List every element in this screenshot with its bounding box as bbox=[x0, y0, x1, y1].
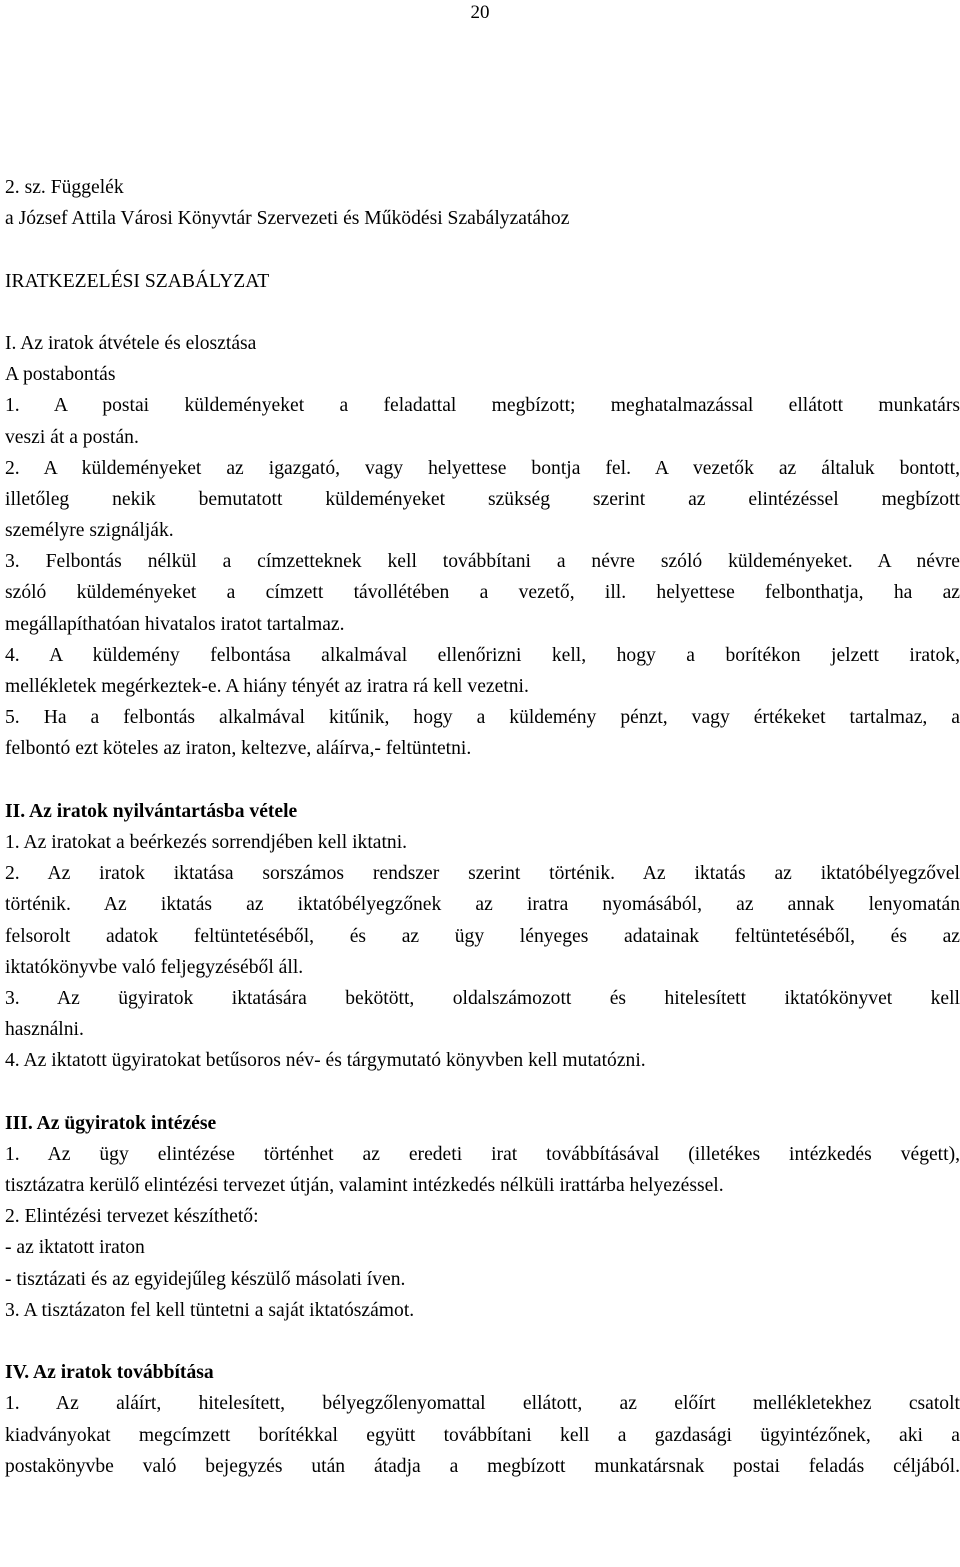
text-line: mellékletek megérkeztek-e. A hiány tényét az iratra rá kell vezetni. bbox=[5, 676, 529, 697]
text-line: - tisztázati és az egyidejűleg készülő másolati íven. bbox=[5, 1268, 406, 1290]
text-line: megállapíthatóan hivatalos iratot tartalmaz. bbox=[5, 613, 345, 635]
section-s2 bbox=[5, 796, 960, 1077]
document-body bbox=[5, 172, 960, 1482]
spacer bbox=[5, 1076, 960, 1107]
spacer bbox=[5, 297, 960, 328]
text-line: felbontó ezt köteles az iraton, keltezve, aláírva,- feltüntetni. bbox=[5, 738, 472, 760]
text-line: 4. A küldemény felbontása alkalmával ellenőrizni kell, hogy a borítékon jelzett iratok, bbox=[5, 644, 960, 666]
text-line: illetőleg nekik bemutatott küldeményeket szükség szerint az elintézéssel megbízott bbox=[5, 488, 960, 510]
text-line: - az iktatott iraton bbox=[5, 1237, 145, 1259]
text-line: 2. Elintézési tervezet készíthető: bbox=[5, 1206, 259, 1228]
text-line: iktatókönyvbe való feljegyzéséből áll. bbox=[5, 956, 304, 978]
text-line: 5. Ha a felbontás alkalmával kitűnik, hogy a küldemény pénzt, vagy értékeket tartalmaz, a bbox=[5, 707, 960, 729]
text-line: 4. Az iktatott ügyiratokat betűsoros név- és tárgymutató könyvben kell mutatózni. bbox=[5, 1050, 646, 1072]
text-line: személyre szignálják. bbox=[5, 520, 174, 542]
text-line: kiadványokat megcímzett borítékkal együtt továbbítani kell a gazdasági ügyintézőnek, aki a bbox=[5, 1424, 960, 1446]
section-heading: III. Az ügyiratok intézése bbox=[5, 1112, 217, 1134]
text-line: 3. A tisztázaton fel kell tüntetni a saját iktatószámot. bbox=[5, 1299, 415, 1321]
text-line: szóló küldeményeket a címzett távollétében a vezető, ill. helyettese felbonthatja, ha az bbox=[5, 582, 960, 604]
text-line: 2. A küldeményeket az igazgató, vagy helyettese bontja fel. A vezetők az általuk bontott, bbox=[5, 457, 960, 479]
section-heading: I. Az iratok átvétele és elosztása bbox=[5, 332, 257, 354]
section-heading: II. Az iratok nyilvántartásba vétele bbox=[5, 800, 298, 822]
text-line: 3. Az ügyiratok iktatására bekötött, oldalszámozott és hitelesített iktatókönyvet kell bbox=[5, 987, 960, 1009]
text-line: veszi át a postán. bbox=[5, 426, 139, 448]
section-s1 bbox=[5, 328, 960, 765]
sections-container bbox=[5, 328, 960, 1482]
page-number: 20 bbox=[470, 2, 490, 23]
text-line: A postabontás bbox=[5, 364, 116, 386]
spacer bbox=[5, 765, 960, 796]
text-line: 1. A postai küldeményeket a feladattal megbízott; meghatalmazással ellátott munkatárs bbox=[5, 395, 960, 417]
text-line: 1. Az iratokat a beérkezés sorrendjében kell iktatni. bbox=[5, 831, 408, 853]
text-line: felsorolt adatok feltüntetéséből, és az ügy lényeges adatainak feltüntetéséből, és az bbox=[5, 925, 960, 947]
text-line: tisztázatra kerülő elintézési tervezet útján, valamint intézkedés nélküli irattárba helyezéssel. bbox=[5, 1175, 724, 1196]
text-line: történik. Az iktatás az iktatóbélyegzőnek az iratra nyomásából, az annak lenyomatán bbox=[5, 894, 960, 916]
text-line: 3. Felbontás nélkül a címzetteknek kell továbbítani a névre szóló küldeményeket. A névre bbox=[5, 551, 960, 573]
text-line: 2. Az iratok iktatása sorszámos rendszer szerint történik. Az iktatás az iktatóbélyegzővel bbox=[5, 863, 960, 885]
text-line: 1. Az aláírt, hitelesített, bélyegzőlenyomattal ellátott, az előírt mellékletekhez csatolt bbox=[5, 1393, 960, 1415]
text-line: 1. Az ügy elintézése történhet az eredeti irat továbbításával (illetékes intézkedés végett), bbox=[5, 1143, 960, 1165]
section-s3 bbox=[5, 1108, 960, 1326]
text-line: használni. bbox=[5, 1019, 84, 1041]
text-line: postakönyvbe való bejegyzés után átadja a megbízott munkatársnak postai feladás céljából. bbox=[5, 1455, 960, 1477]
appendix-subtitle: a József Attila Városi Könyvtár Szervezeti és Működési Szabályzatához bbox=[5, 208, 570, 230]
section-s4 bbox=[5, 1357, 960, 1482]
document-title: IRATKEZELÉSI SZABÁLYZAT bbox=[5, 270, 270, 292]
spacer bbox=[5, 1326, 960, 1357]
spacer bbox=[5, 234, 960, 265]
section-heading: IV. Az iratok továbbítása bbox=[5, 1362, 214, 1384]
appendix-label: 2. sz. Függelék bbox=[5, 177, 124, 198]
